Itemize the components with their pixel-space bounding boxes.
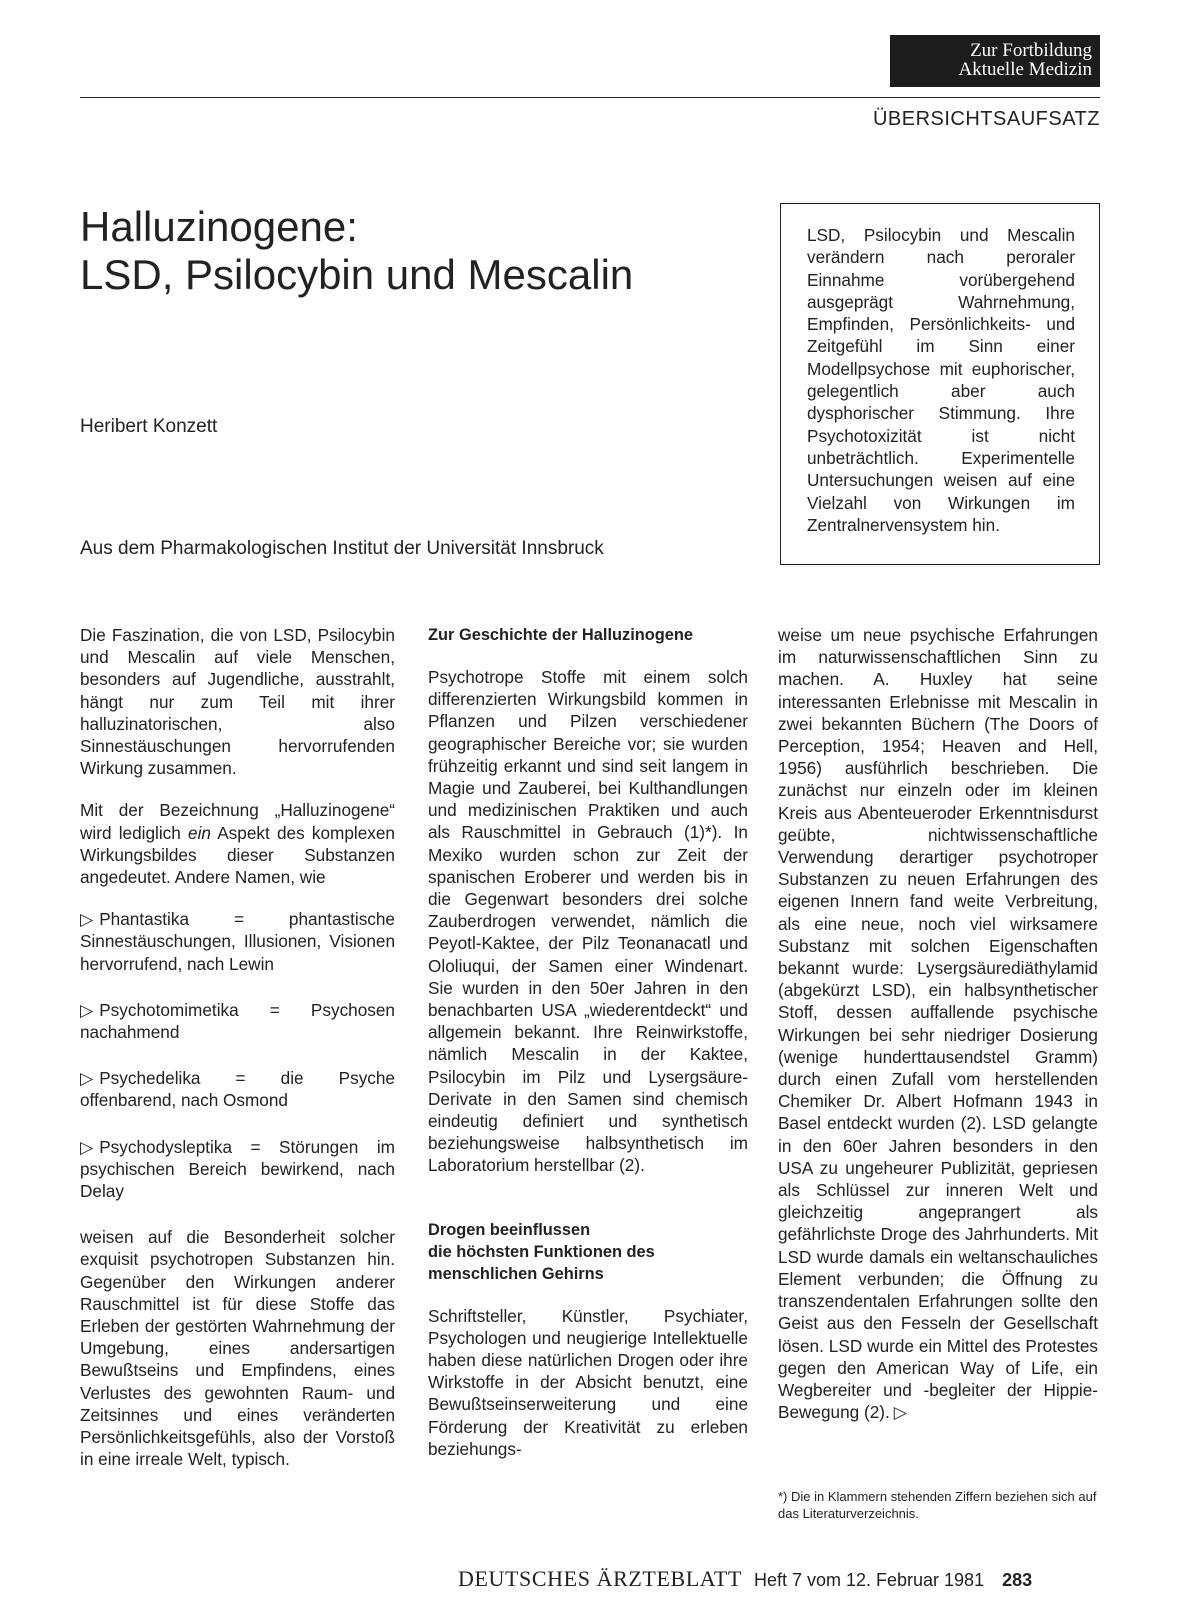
text-run: weise um neue psychische Erfahrungen im naturwissenschaftlichen Sinn zu machen. A. Huxley hat seine interessanten Erlebnisse mit Mescalin in zwei bekannten Büchern (The Doors of Perception, 1954; Heaven and Hell, 1956) ausführlich beschrieben. Die zunächst nur einzeln oder im kleinen Kreis aus Abenteueroder Erkenntnisdurst geübte, nichtwissenschaftliche Verwendung derartiger psychotroper Substanzen zu neuen Erfahrungen des eigenen Innern fand weite Verbreitung, als eine neue, noch viel wirksamere Substanz mit solchen Eigenschaften bekannt wurde: Lysergsäurediäthylamid (abgekürzt LSD), ein halbsynthetischer Stoff, dessen auffallende psychische Wirkungen bei sehr niedriger Dosierung (wenige hunderttausendstel Gramm) durch einen Zufall vom herstellenden Chemiker Dr. Albert Hofmann 1943 in Basel entdeckt wurden (2). LSD gelangte in den 60er Jahren besonders in den USA zu ungeheurer Publizität, gepriesen als Schlüssel zur inneren Welt und gleichzeitig angeprangert als gefährlichste Droge des Jahrhunderts. Mit LSD wurde damals ein weltanschauliches Element verbunden; die Öffnung zu transzendentalen Erfahrungen sollte den Geist aus den Fesseln der Gesellschaft lösen. LSD wurde ein Mittel des Protestes gegen den American Way of Life, ein Wegbereiter und -begleiter der Hippie-Bewegung (2). — [778, 625, 1098, 1423]
list-item — [80, 908, 395, 975]
paragraph — [778, 624, 1098, 1423]
paragraph: Schriftsteller, Künstler, Psychiater, Psychologen und neugierige Intellektuelle haben diese natürlichen Drogen oder ihre Wirkstoffe in der Absicht benutzt, eine Bewußtseinserweiterung und eine Förderung der Kreativität zu erleben beziehungs- — [428, 1305, 748, 1459]
triangle-bullet-icon: ▷ — [80, 909, 94, 930]
badge-line-2: Aktuelle Medizin — [958, 59, 1092, 80]
section-badge — [890, 35, 1100, 87]
body-column-3 — [778, 624, 1098, 1484]
article-category: ÜBERSICHTSAUFSATZ — [872, 108, 1100, 130]
continue-triangle-icon: ▷ — [893, 1402, 908, 1423]
page-number: 283 — [1002, 1570, 1033, 1590]
text-run: Mit der Bezeichnung „Halluzinogene“ wird lediglich — [80, 800, 395, 843]
heading-line: menschlichen Gehirns — [428, 1264, 604, 1283]
heading-line: Drogen beeinflussen — [428, 1220, 591, 1239]
list-item — [80, 999, 395, 1043]
list-item-text: Psychedelika = die Psyche offenbarend, nach Osmond — [80, 1068, 395, 1111]
list-item-text: Psychotomimetika = Psychosen nachahmend — [80, 999, 395, 1043]
paragraph — [80, 799, 395, 888]
list-item — [80, 1136, 395, 1203]
list-item-text: Phantastika = phantastische Sinnestäuschungen, Illusionen, Visionen hervorrufend, nach Lewin — [80, 909, 395, 974]
author-affiliation: Aus dem Pharmakologischen Institut der Universität Innsbruck — [80, 538, 604, 559]
title-line-2: LSD, Psilocybin und Mescalin — [80, 251, 634, 298]
text-run: Aspekt des komplexen Wirkungsbildes dieser Substanzen angedeutet. Andere Namen, wie — [80, 822, 395, 888]
body-column-1 — [80, 624, 395, 1514]
article-title — [80, 203, 633, 299]
triangle-bullet-icon: ▷ — [80, 999, 94, 1020]
page-footer — [458, 1566, 1032, 1592]
footnote: *) Die in Klammern stehenden Ziffern beziehen sich auf das Literaturverzeichnis. — [778, 1489, 1097, 1521]
title-line-1: Halluzinogene: — [80, 203, 358, 250]
list-item — [80, 1067, 395, 1111]
issue-info: Heft 7 vom 12. Februar 1981 — [753, 1570, 985, 1590]
author-name: Heribert Konzett — [80, 416, 218, 437]
journal-name: DEUTSCHES ÄRZTEBLATT — [458, 1566, 742, 1591]
triangle-bullet-icon: ▷ — [80, 1136, 94, 1157]
paragraph: Die Faszination, die von LSD, Psilocybin und Mescalin auf viele Menschen, besonders auf Jugendliche, ausstrahlt, hängt nur zum Teil mit ihrer halluzinatorischen, also Sinnestäuschungen hervorrufenden Wirkung zusammen. — [80, 625, 395, 779]
list-item-text: Psychodysleptika = Störungen im psychischen Bereich bewirkend, nach Delay — [80, 1136, 395, 1202]
term-list — [80, 908, 395, 1202]
emphasis: ein — [188, 822, 211, 843]
abstract-box — [780, 203, 1100, 565]
abstract-text: LSD, Psilocybin und Mescalin verändern nach peroraler Einnahme vorübergehend ausgeprägt Wahrnehmung, Empfinden, Persönlichkeits- und Zeitgefühl im Sinn einer Modellpsychose mit euphorischer, gelegentlich aber auch dysphorischer Stimmung. Ihre Psychotoxizität ist nicht unbeträchtlich. Experimentelle Untersuchungen weisen auf eine Vielzahl von Wirkungen im Zentralnervensystem hin. — [807, 225, 1075, 535]
section-heading: Zur Geschichte der Halluzinogene — [428, 626, 694, 644]
triangle-bullet-icon: ▷ — [80, 1068, 94, 1089]
body-column-2 — [428, 624, 748, 1514]
badge-line-1: Zur Fortbildung — [970, 40, 1092, 61]
header-rule — [80, 97, 1100, 98]
paragraph: Psychotrope Stoffe mit einem solch differenzierten Wirkungsbild kommen in Pflanzen und Pilzen verschiedener geographischer Bereiche vor; sie wurden frühzeitig erkannt und sind seit langem in Magie und Zauberei, bei Kulthandlungen und medizinischen Praktiken und auch als Rauschmittel in Gebrauch (1)*). In Mexiko wurden schon zur Zeit der spanischen Eroberer und werden bis in die Gegenwart besonders drei solche Zauberdrogen verwendet, nämlich die Peyotl-Kaktee, der Pilz Teonanacatl und Ololiuqui, der Samen einer Windenart. Sie wurden in den 50er Jahren in den benachbarten USA „wiederentdeckt“ und allgemein bekannt. Ihre Reinwirkstoffe, nämlich Mescalin in der Kaktee, Psilocybin im Pilz und Lysergsäure-Derivate in den Samen sind chemisch eindeutig definiert und synthetisch beziehungsweise halbsynthetisch im Laboratorium herstellbar (2). — [428, 667, 748, 1176]
paragraph: weisen auf die Besonderheit solcher exquisit psychotropen Substanzen hin. Gegenüber den Wirkungen anderer Rauschmittel ist für diese Stoffe das Erleben der gestörten Wahrnehmung der Umgebung, eines andersartigen Bewußtseins und Empfindens, eines Verlustes des gewohnten Raum- und Zeitsinnes und eines veränderten Persönlichkeitsgefühls, also der Vorstoß in eine irreale Welt, typisch. — [80, 1227, 395, 1470]
section-heading — [428, 1219, 748, 1285]
heading-line: die höchsten Funktionen des — [428, 1242, 655, 1261]
